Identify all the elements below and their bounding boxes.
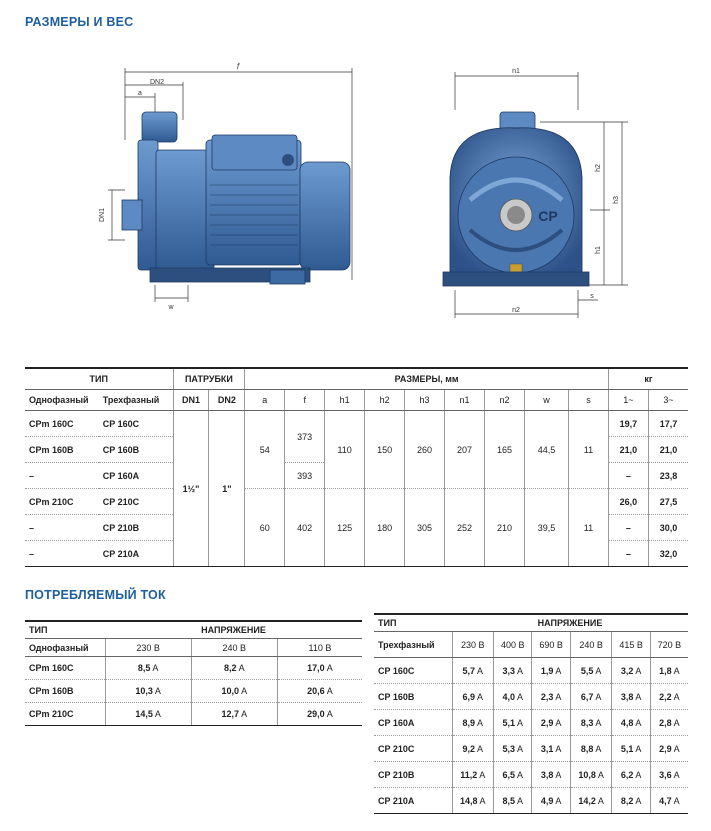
cur1-sub-type: Однофазный bbox=[25, 639, 105, 657]
unit: A bbox=[477, 691, 484, 702]
unit: A bbox=[635, 743, 642, 754]
cell-single: – bbox=[25, 515, 99, 541]
table-row bbox=[25, 657, 362, 680]
unit: A bbox=[555, 717, 562, 728]
col-h1: h1 bbox=[325, 390, 365, 411]
table-row bbox=[374, 788, 688, 814]
cur2-val: 4,0 bbox=[502, 691, 516, 702]
cur2-model: CP 160A bbox=[374, 710, 452, 736]
cur1-model: CPm 160C bbox=[25, 657, 105, 680]
head-kg: кг bbox=[608, 368, 688, 390]
unit: A bbox=[595, 665, 602, 676]
head-ports: ПАТРУБКИ bbox=[173, 368, 245, 390]
unit: A bbox=[635, 691, 642, 702]
cur2-v: 415 В bbox=[612, 632, 650, 658]
cur2-v: 690 В bbox=[532, 632, 570, 658]
cell-w: 44,5 bbox=[524, 411, 568, 489]
col-a: a bbox=[245, 390, 285, 411]
cur2-val: 2,2 bbox=[659, 691, 672, 702]
cur2-val: 5,1 bbox=[620, 743, 634, 754]
unit: A bbox=[477, 665, 484, 676]
cur2-val: 5,5 bbox=[580, 665, 594, 676]
cell-n1: 252 bbox=[445, 489, 485, 567]
unit: A bbox=[241, 709, 248, 719]
cur1-val: 14,5 bbox=[135, 709, 153, 719]
unit: A bbox=[517, 717, 524, 728]
unit: A bbox=[326, 686, 333, 696]
unit: A bbox=[154, 709, 161, 719]
unit: A bbox=[673, 743, 680, 754]
cur2-val: 3,3 bbox=[502, 665, 516, 676]
dimensions-table bbox=[25, 367, 688, 567]
unit: A bbox=[595, 743, 602, 754]
cell-three: CP 210C bbox=[99, 489, 173, 515]
cur2-v: 400 В bbox=[494, 632, 532, 658]
dim-w-label: w bbox=[168, 304, 174, 311]
table-row bbox=[25, 680, 362, 703]
cur2-model: CP 210B bbox=[374, 762, 452, 788]
cur2-val: 1,9 bbox=[540, 665, 554, 676]
unit: A bbox=[595, 717, 602, 728]
unit: A bbox=[517, 769, 524, 780]
cell-kg1: – bbox=[608, 515, 648, 541]
unit: A bbox=[152, 663, 159, 673]
cell-three: CP 210A bbox=[99, 541, 173, 567]
cell-w: 39,5 bbox=[524, 489, 568, 567]
unit: A bbox=[477, 743, 484, 754]
cell-kg3: 32,0 bbox=[648, 541, 688, 567]
cell-single: CPm 210C bbox=[25, 489, 99, 515]
cur2-val: 5,1 bbox=[502, 717, 516, 728]
unit: A bbox=[477, 717, 484, 728]
cur2-val: 4,8 bbox=[620, 717, 634, 728]
dim-dn2-label: DN2 bbox=[149, 79, 165, 86]
cell-kg1: 19,7 bbox=[608, 411, 648, 437]
cur2-val: 3,1 bbox=[540, 743, 554, 754]
cell-h2: 150 bbox=[365, 411, 405, 489]
cell-dn1: 1½" bbox=[173, 411, 209, 567]
cur2-sub-type: Трехфазный bbox=[374, 632, 452, 658]
table-row bbox=[25, 411, 688, 437]
col-f: f bbox=[285, 390, 325, 411]
unit: A bbox=[635, 717, 642, 728]
pump-front-view bbox=[443, 112, 589, 286]
col-s: s bbox=[569, 390, 609, 411]
cell-kg1: – bbox=[608, 541, 648, 567]
table-row bbox=[374, 736, 688, 762]
cur2-val: 3,6 bbox=[659, 769, 672, 780]
cur2-val: 8,5 bbox=[502, 795, 516, 806]
cur2-val: 6,7 bbox=[580, 691, 594, 702]
cur1-model: CPm 210C bbox=[25, 703, 105, 726]
unit: A bbox=[479, 795, 486, 806]
unit: A bbox=[154, 686, 161, 696]
current-three-table bbox=[374, 613, 688, 814]
cur2-val: 9,2 bbox=[462, 743, 476, 754]
unit: A bbox=[238, 663, 245, 673]
dim-h1-label: h1 bbox=[595, 246, 602, 254]
cell-a: 60 bbox=[245, 489, 285, 567]
dim-s-label: s bbox=[590, 293, 594, 300]
cur2-model: CP 210C bbox=[374, 736, 452, 762]
col-single: Однофазный bbox=[25, 390, 99, 411]
cur1-val: 12,7 bbox=[221, 709, 240, 719]
unit: A bbox=[597, 795, 604, 806]
cell-single: – bbox=[25, 541, 99, 567]
unit: A bbox=[555, 743, 562, 754]
unit: A bbox=[517, 665, 524, 676]
cur1-val: 20,6 bbox=[307, 686, 325, 696]
cur2-val: 8,2 bbox=[620, 795, 634, 806]
cur2-val: 8,8 bbox=[580, 743, 594, 754]
unit: A bbox=[673, 717, 680, 728]
table-row bbox=[25, 489, 688, 515]
dim-dn1-label: DN1 bbox=[99, 207, 106, 223]
cur2-head-type: ТИП bbox=[374, 614, 452, 632]
cell-kg1: 21,0 bbox=[608, 437, 648, 463]
cur2-val: 3,8 bbox=[620, 691, 634, 702]
table-row bbox=[374, 762, 688, 788]
cur2-val: 6,9 bbox=[462, 691, 476, 702]
cur2-head-voltage: НАПРЯЖЕНИЕ bbox=[452, 614, 688, 632]
dim-f-label: f bbox=[236, 62, 240, 71]
col-h3: h3 bbox=[405, 390, 445, 411]
cur2-val: 4,7 bbox=[659, 795, 672, 806]
head-type: ТИП bbox=[25, 368, 173, 390]
head-sizes: РАЗМЕРЫ, мм bbox=[245, 368, 609, 390]
cell-h1: 110 bbox=[325, 411, 365, 489]
cur1-val: 8,5 bbox=[137, 663, 151, 673]
cell-f: 373 bbox=[285, 411, 325, 463]
cur2-val: 8,9 bbox=[462, 717, 476, 728]
cur2-v: 720 В bbox=[650, 632, 688, 658]
cur2-val: 14,8 bbox=[460, 795, 478, 806]
dim-h2-label: h2 bbox=[595, 164, 602, 172]
cur2-val: 8,3 bbox=[580, 717, 594, 728]
unit: A bbox=[673, 769, 680, 780]
col-kg1: 1~ bbox=[608, 390, 648, 411]
cell-kg1: 26,0 bbox=[608, 489, 648, 515]
cur2-val: 14,2 bbox=[578, 795, 596, 806]
cell-three: CP 160A bbox=[99, 463, 173, 489]
cur1-val: 10,0 bbox=[221, 686, 240, 696]
unit: A bbox=[326, 709, 333, 719]
cell-f: 393 bbox=[285, 463, 325, 489]
cell-dn2: 1" bbox=[209, 411, 245, 567]
cell-a: 54 bbox=[245, 411, 285, 489]
unit: A bbox=[479, 769, 486, 780]
dim-h3-label: h3 bbox=[613, 196, 620, 204]
col-three: Трехфазный bbox=[99, 390, 173, 411]
unit: A bbox=[595, 691, 602, 702]
unit: A bbox=[673, 795, 680, 806]
unit: A bbox=[635, 665, 642, 676]
cur2-model: CP 160B bbox=[374, 684, 452, 710]
cur1-val: 17,0 bbox=[307, 663, 325, 673]
current-single-table bbox=[25, 620, 362, 726]
current-section-title: ПОТРЕБЛЯЕМЫЙ ТОК bbox=[25, 588, 166, 602]
cell-kg3: 30,0 bbox=[648, 515, 688, 541]
dim-n2-label: n2 bbox=[512, 307, 520, 314]
cur1-v: 240 В bbox=[191, 639, 277, 657]
cur2-val: 6,5 bbox=[502, 769, 516, 780]
cur2-val: 2,9 bbox=[540, 717, 554, 728]
unit: A bbox=[673, 665, 680, 676]
unit: A bbox=[555, 665, 562, 676]
cell-n2: 165 bbox=[484, 411, 524, 489]
cur2-val: 6,2 bbox=[620, 769, 634, 780]
unit: A bbox=[673, 691, 680, 702]
cur2-val: 5,3 bbox=[502, 743, 516, 754]
cell-three: CP 160B bbox=[99, 437, 173, 463]
pump-drawings bbox=[0, 45, 711, 325]
cell-single: – bbox=[25, 463, 99, 489]
unit: A bbox=[517, 691, 524, 702]
cur1-val: 10,3 bbox=[135, 686, 153, 696]
unit: A bbox=[241, 686, 248, 696]
cur2-val: 3,8 bbox=[540, 769, 554, 780]
cell-h3: 260 bbox=[405, 411, 445, 489]
cur2-model: CP 160C bbox=[374, 658, 452, 684]
col-n2: n2 bbox=[484, 390, 524, 411]
cell-three: CP 210B bbox=[99, 515, 173, 541]
unit: A bbox=[635, 795, 642, 806]
cur1-head-type: ТИП bbox=[25, 621, 105, 639]
cur2-v: 240 В bbox=[570, 632, 612, 658]
cur1-v: 230 В bbox=[105, 639, 191, 657]
cur2-val: 2,8 bbox=[659, 717, 672, 728]
cell-n1: 207 bbox=[445, 411, 485, 489]
cur2-val: 1,8 bbox=[659, 665, 672, 676]
col-kg3: 3~ bbox=[648, 390, 688, 411]
cur2-val: 10,8 bbox=[578, 769, 596, 780]
cur2-val: 3,2 bbox=[620, 665, 634, 676]
table-row bbox=[374, 710, 688, 736]
col-dn1: DN1 bbox=[173, 390, 209, 411]
cell-kg3: 23,8 bbox=[648, 463, 688, 489]
cell-kg3: 21,0 bbox=[648, 437, 688, 463]
table-row bbox=[374, 658, 688, 684]
cell-single: CPm 160C bbox=[25, 411, 99, 437]
cell-kg1: – bbox=[608, 463, 648, 489]
unit: A bbox=[597, 769, 604, 780]
cell-h1: 125 bbox=[325, 489, 365, 567]
table-row bbox=[25, 703, 362, 726]
cell-single: CPm 160B bbox=[25, 437, 99, 463]
cur2-val: 2,9 bbox=[659, 743, 672, 754]
cell-f: 402 bbox=[285, 489, 325, 567]
unit: A bbox=[517, 795, 524, 806]
dim-n1-label: n1 bbox=[512, 68, 520, 75]
cur1-val: 8,2 bbox=[224, 663, 237, 673]
unit: A bbox=[635, 769, 642, 780]
cell-s: 11 bbox=[569, 411, 609, 489]
cur2-v: 230 В bbox=[452, 632, 494, 658]
cell-s: 11 bbox=[569, 489, 609, 567]
unit: A bbox=[517, 743, 524, 754]
cur1-head-voltage: НАПРЯЖЕНИЕ bbox=[105, 621, 362, 639]
cell-h3: 305 bbox=[405, 489, 445, 567]
col-dn2: DN2 bbox=[209, 390, 245, 411]
cell-n2: 210 bbox=[484, 489, 524, 567]
unit: A bbox=[326, 663, 333, 673]
cp-logo: CP bbox=[538, 208, 558, 224]
dims-section-title: РАЗМЕРЫ И ВЕС bbox=[25, 15, 134, 29]
col-h2: h2 bbox=[365, 390, 405, 411]
col-n1: n1 bbox=[445, 390, 485, 411]
unit: A bbox=[555, 795, 562, 806]
pump-side-view bbox=[122, 112, 350, 284]
cur1-model: CPm 160B bbox=[25, 680, 105, 703]
table-row bbox=[374, 684, 688, 710]
cell-kg3: 17,7 bbox=[648, 411, 688, 437]
cur2-val: 2,3 bbox=[540, 691, 554, 702]
col-w: w bbox=[524, 390, 568, 411]
cell-h2: 180 bbox=[365, 489, 405, 567]
cell-three: CP 160C bbox=[99, 411, 173, 437]
dim-a-label: a bbox=[138, 90, 142, 97]
cur1-v: 110 В bbox=[277, 639, 362, 657]
cur2-val: 5,7 bbox=[462, 665, 476, 676]
unit: A bbox=[555, 769, 562, 780]
cur2-val: 4,9 bbox=[540, 795, 554, 806]
cur1-val: 29,0 bbox=[307, 709, 325, 719]
cell-kg3: 27,5 bbox=[648, 489, 688, 515]
cur2-val: 11,2 bbox=[460, 769, 478, 780]
cur2-model: CP 210A bbox=[374, 788, 452, 814]
unit: A bbox=[555, 691, 562, 702]
